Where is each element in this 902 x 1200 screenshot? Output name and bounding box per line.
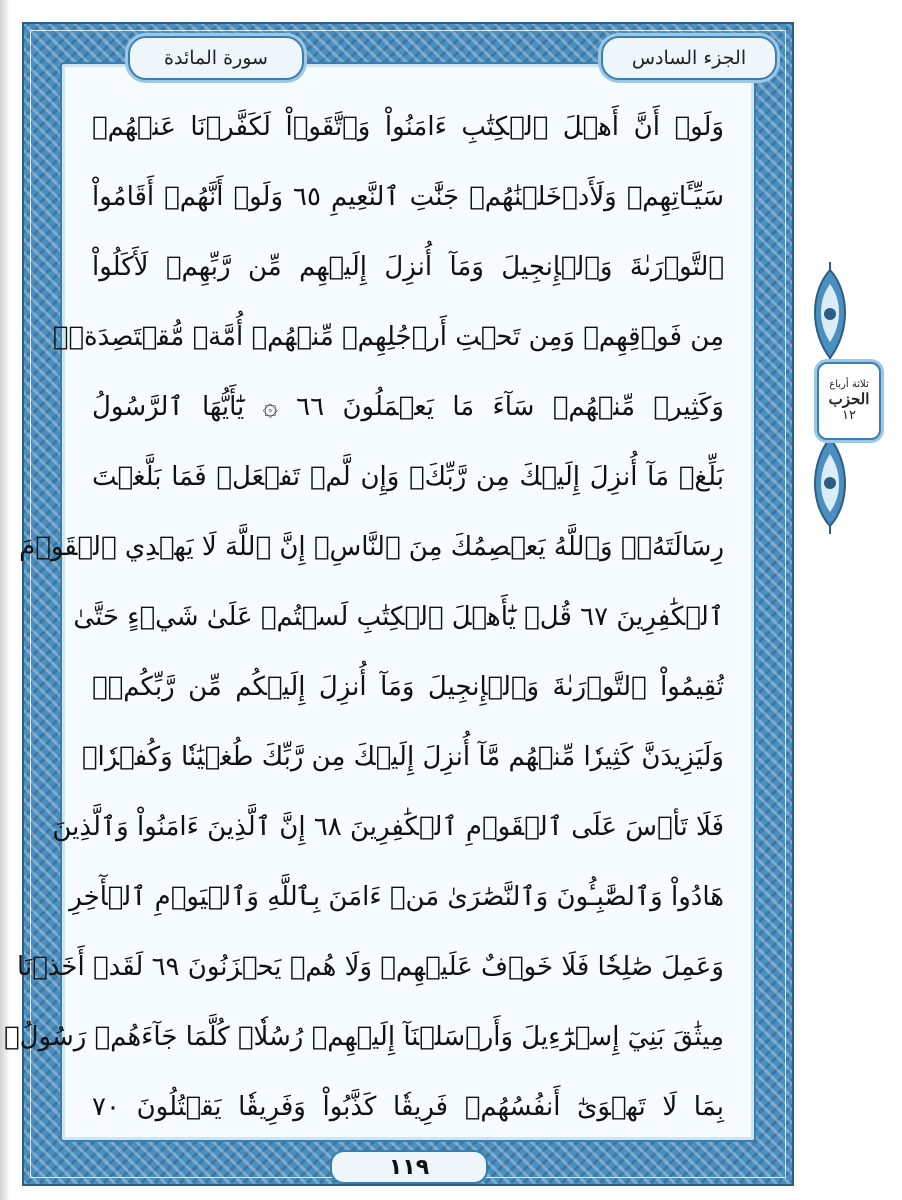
hizb-quarters: ثلاثة أرباع <box>829 379 869 390</box>
juz-title: الجزء السادس <box>601 36 777 80</box>
text-line: مِن فَوۡقِهِمۡ وَمِن تَحۡتِ أَرۡجُلِهِمۚ مِّنۡهُمۡ أُمَّةٞ مُّقۡتَصِدَةٞۖ <box>52 322 724 352</box>
text-line: وَكَثِيرٞ مِّنۡهُمۡ سَآءَ مَا يَعۡمَلُونَ ٦٦ ۞ يَٰٓأَيُّهَا ٱلرَّسُولُ <box>92 392 724 422</box>
text-line: بِمَا لَا تَهۡوَىٰٓ أَنفُسُهُمۡ فَرِيقٗا كَذَّبُواْ وَفَرِيقٗا يَقۡتُلُونَ ٧٠ <box>92 1092 724 1122</box>
text-line: ٱلتَّوۡرَىٰةَ وَٱلۡإِنجِيلَ وَمَآ أُنزِلَ إِلَيۡهِم مِّن رَّبِّهِمۡ لَأَكَلُواْ <box>92 252 724 282</box>
text-line: فَلَا تَأۡسَ عَلَى ٱلۡقَوۡمِ ٱلۡكَٰفِرِينَ ٦٨ إِنَّ ٱلَّذِينَ ءَامَنُواْ وَٱلَّذِينَ <box>52 812 724 842</box>
hizb-number: ١٢ <box>842 408 856 423</box>
text-line: تُقِيمُواْ ٱلتَّوۡرَىٰةَ وَٱلۡإِنجِيلَ وَمَآ أُنزِلَ إِلَيۡكُم مِّن رَّبِّكُمۡۗ <box>92 672 724 702</box>
text-line: هَادُواْ وَٱلصَّٰبِـُٔونَ وَٱلنَّصَٰرَىٰ مَنۡ ءَامَنَ بِٱللَّهِ وَٱلۡيَوۡمِ ٱلۡأٓخِرِ <box>69 882 724 912</box>
page-number: ١١٩ <box>330 1150 488 1184</box>
surah-title: سورة المائدة <box>128 36 304 80</box>
text-line: وَلَوۡ أَنَّ أَهۡلَ ٱلۡكِتَٰبِ ءَامَنُواْ وَٱتَّقَوۡاْ لَكَفَّرۡنَا عَنۡهُمۡ <box>92 112 724 142</box>
text-line: وَلَيَزِيدَنَّ كَثِيرٗا مِّنۡهُم مَّآ أُنزِلَ إِلَيۡكَ مِن رَّبِّكَ طُغۡيَٰنٗا وَكُفۡرٗاۖ <box>81 742 724 772</box>
text-panel <box>4 62 756 1142</box>
hizb-marker <box>817 362 881 440</box>
text-line: بَلِّغۡ مَآ أُنزِلَ إِلَيۡكَ مِن رَّبِّكَۖ وَإِن لَّمۡ تَفۡعَلۡ فَمَا بَلَّغۡتَ <box>92 462 724 492</box>
text-line: مِيثَٰقَ بَنِيٓ إِسۡرَٰٓءِيلَ وَأَرۡسَلۡنَآ إِلَيۡهِمۡ رُسُلٗاۖ كُلَّمَا جَآءَهُمۡ رَسُولُۢ <box>4 1022 724 1052</box>
text-line: سَيِّـَٔاتِهِمۡ وَلَأَدۡخَلۡنَٰهُمۡ جَنَّٰتِ ٱلنَّعِيمِ ٦٥ وَلَوۡ أَنَّهُمۡ أَقَامُواْ <box>92 182 724 212</box>
text-line: وَعَمِلَ صَٰلِحٗا فَلَا خَوۡفٌ عَلَيۡهِمۡ وَلَا هُمۡ يَحۡزَنُونَ ٦٩ لَقَدۡ أَخَذۡنَا <box>17 952 724 982</box>
hizb-label: الحزب <box>828 390 870 408</box>
text-line: رِسَالَتَهُۥۚ وَٱللَّهُ يَعۡصِمُكَ مِنَ ٱلنَّاسِۗ إِنَّ ٱللَّهَ لَا يَهۡدِي ٱلۡقَوۡمَ <box>19 532 724 562</box>
verse-lines <box>4 92 724 1142</box>
text-line: ٱلۡكَٰفِرِينَ ٦٧ قُلۡ يَٰٓأَهۡلَ ٱلۡكِتَٰبِ لَسۡتُمۡ عَلَىٰ شَيۡءٍ حَتَّىٰ <box>73 602 724 632</box>
